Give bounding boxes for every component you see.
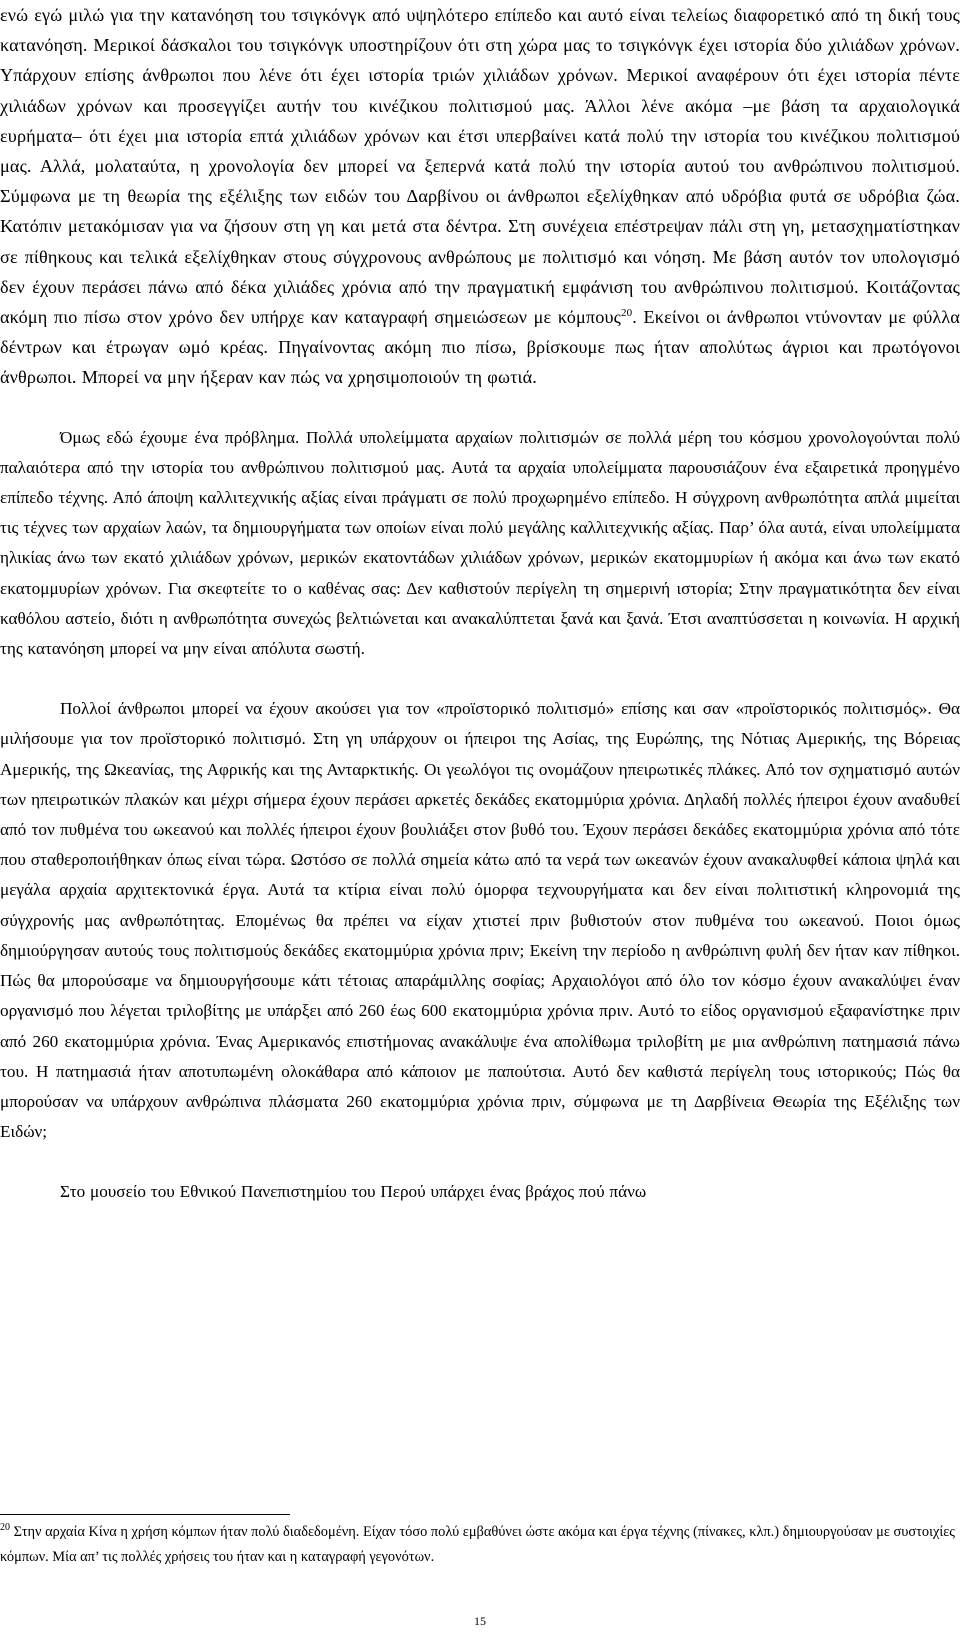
- page-number: 15: [474, 1614, 486, 1628]
- footnote-number: 20: [0, 1522, 10, 1534]
- paragraph-gap: [0, 393, 960, 423]
- paragraph-2: Όμως εδώ έχουμε ένα πρόβλημα. Πολλά υπολείμματα αρχαίων πολιτισμών σε πολλά μέρη του κόσμου χρονολογούνται πολύ παλαιότερα από την ιστορία του ανθρώπινου πολιτισμού μας. Αυτά τα αρχαία υπολείμματα παρουσιάζουν ένα εξαιρετικά προηγμένο επίπεδο τέχνης. Από άποψη καλλιτεχνικής αξίας είναι πράγματι σε πολύ προχωρημένο επίπεδο. Η σύγχρονη ανθρωπότητα απλά μιμείται τις τέχνες των αρχαίων λαών, τα δημιουργήματα των οποίων είναι πολύ μεγάλης καλλιτεχνικής αξίας. Παρ’ όλα αυτά, είναι υπολείμματα ηλικίας άνω των εκατό χιλιάδων χρόνων, μερικών εκατοντάδων χιλιάδων χρόνων, μερικών εκατομμυρίων ή ακόμα και άνω των εκατό εκατομμυρίων χρόνων. Για σκεφτείτε το o καθένας σας: Δεν καθιστούν περίγελη τη σημερινή ιστορία; Στην πραγματικότητα δεν είναι καθόλου αστείο, διότι η ανθρωπότητα συνεχώς βελτιώνεται και ανακαλύπτεται ξανά και ξανά. Έτσι αναπτύσσεται η κοινωνία. Η αρχική της κατανόηση μπορεί να μην είναι απόλυτα σωστή.: [0, 427, 960, 659]
- footnote-text: Στην αρχαία Κίνα η χρήση κόμπων ήταν πολύ διαδεδομένη. Είχαν τόσο πολύ εμβαθύνει ώστε ακόμα και έργα τέχνης (πίνακες, κλπ.) δημιουργούσαν με συστοιχίες κόμπων. Μία απ’ τις πολλές χρήσεις του ήταν και η καταγραφή γεγονότων.: [0, 1524, 955, 1565]
- paragraph-gap: [0, 1147, 960, 1177]
- paragraph-gap: [0, 664, 960, 694]
- paragraph-4: Στο μουσείο του Εθνικού Πανεπιστημίου του Περού υπάρχει ένας βράχος πού πάνω: [60, 1182, 647, 1202]
- footnote-reference[interactable]: 20: [620, 306, 633, 319]
- paragraph-3: Πολλοί άνθρωποι μπορεί να έχουν ακούσει για τον «προϊστορικό πολιτισμό» επίσης και σαν «προϊστορικός πολιτισμός». Θα μιλήσουμε για τον προϊστορικό πολιτισμό. Στη γη υπάρχουν οι ήπειροι της Ασίας, της Ευρώπης, της Νότιας Αμερικής, της Βόρειας Αμερικής, της Ωκεανίας, της Αφρικής και της Ανταρκτικής. Οι γεωλόγοι τις ονομάζουν ηπειρωτικές πλάκες. Από τον σχηματισμό αυτών των ηπειρωτικών πλακών και μέχρι σήμερα έχουν περάσει αρκετές δεκάδες εκατομμύρια χρόνια. Δηλαδή πολλές ήπειροι έχουν αναδυθεί από τον πυθμένα του ωκεανού και πολλές ήπειροι έχουν βουλιάξει στον βυθό του. Έχουν περάσει δεκάδες εκατομμύρια χρόνια από τότε που σταθεροποιήθηκαν όπως είναι τώρα. Ωστόσο σε πολλά σημεία κάτω από τα νερά των ωκεανών έχουν ανακαλυφθεί κάποια ψηλά και μεγάλα αρχαία αρχιτεκτονικά έργα. Αυτά τα κτίρια είναι πολύ όμορφα τεχνουργήματα και δεν είναι πολιτιστική κληρονομιά της σύγχρονής μας ανθρωπότητας. Επομένως θα πρέπει να είχαν χτιστεί πριν βυθιστούν στον πυθμένα του ωκεανού. Ποιοι όμως δημιούργησαν αυτούς τους πολιτισμούς δεκάδες εκατομμύρια χρόνια πριν; Εκείνη την περίοδο η ανθρώπινη φυλή δεν ήταν καν πίθηκοι. Πώς θα μπορούσαμε να δημιουργήσουμε κάτι τέτοιας απαράμιλλης σοφίας; Αρχαιολόγοι από όλο τον κόσμο έχουν ανακαλύψει έναν οργανισμό που λέγεται τριλοβίτης με υπάρξει από 260 έως 600 εκατομμύρια χρόνια πριν. Αυτό το είδος οργανισμού εξαφανίστηκε πριν από 260 εκατομμύρια χρόνια. Ένας Αμερικανός επιστήμονας ανακάλυψε ένα απολίθωμα τριλοβίτη με μια ανθρώπινη πατημασιά πάνω του. Η πατημασιά ήταν αποτυπωμένη ολοκάθαρα από κάποιον με παπούτσια. Αυτό δεν καθιστά περίγελη τους ιστορικούς; Πώς θα μπορούσαν να υπάρχουν ανθρώπινα πλάσματα 260 εκατομμύρια χρόνια πριν, σύμφωνα με τη Δαρβίνεια Θεωρία της Εξέλιξης των Ειδών;: [0, 699, 960, 1142]
- footnote-separator: [0, 1514, 290, 1515]
- paragraph-1: [0, 0, 960, 393]
- paragraph-1-text: ενώ εγώ μιλώ για την κατανόηση του τσιγκόνγκ από υψηλότερο επίπεδο και αυτό είναι τελείως διαφορετικό από τη δική τους κατανόηση. Μερικοί δάσκαλοι του τσιγκόνγκ υποστηρίζουν ότι στη χώρα μας το τσιγκόνγκ έχει ιστορία δύο χιλιάδων χρόνων. Υπάρχουν επίσης άνθρωποι που λένε ότι έχει ιστορία τριών χιλιάδων χρόνων. Μερικοί αναφέρουν ότι έχει ιστορία πέντε χιλιάδων χρόνων και προσεγγίζει αυτήν του κινέζικου πολιτισμού μας. Άλλοι λένε ακόμα –με βάση τα αρχαιολογικά ευρήματα– ότι έχει μια ιστορία επτά χιλιάδων χρόνων και έτσι υπερβαίνει κατά πολύ την ιστορία του κινέζικου πολιτισμού μας. Αλλά, μολαταύτα, η χρονολογία δεν μπορεί να ξεπερνά κατά πολύ την ιστορία αυτού του ανθρώπινου πολιτισμού. Σύμφωνα με τη θεωρία της εξέλιξης των ειδών του Δαρβίνου οι άνθρωποι εξελίχθηκαν από υδρόβια φυτά σε υδρόβια ζώα. Κατόπιν μετακόμισαν για να ζήσουν στη γη και μετά στα δέντρα. Στη συνέχεια επέστρεψαν πάλι στη γη, μετασχηματίστηκαν σε πίθηκους και τελικά εξελίχθηκαν στους σύγχρονους ανθρώπους με πολιτισμό και νόηση. Με βάση αυτόν τον υπολογισμό δεν έχουν περάσει πάνω από δέκα χιλιάδες χρόνια από την πραγματική εμφάνιση του ανθρώπινου πολιτισμού. Κοιτάζοντας ακόμη πιο πίσω στον χρόνο δεν υπήρχε καν καταγραφή σημειώσεων με κόμπους: [0, 5, 960, 328]
- paragraph-1-text-after: . Εκείνοι οι άνθρωποι ντύνονταν με φύλλα δέντρων και έτρωγαν ωμό κρέας. Πηγαίνοντας ακόμη πιο πίσω, βρίσκουμε πως ήταν απολύτως άγριοι και πρωτόγονοι άνθρωποι. Μπορεί να μην ήξεραν καν πώς να χρησιμοποιούν τη φωτιά.: [0, 307, 960, 388]
- footnote: [0, 1520, 960, 1570]
